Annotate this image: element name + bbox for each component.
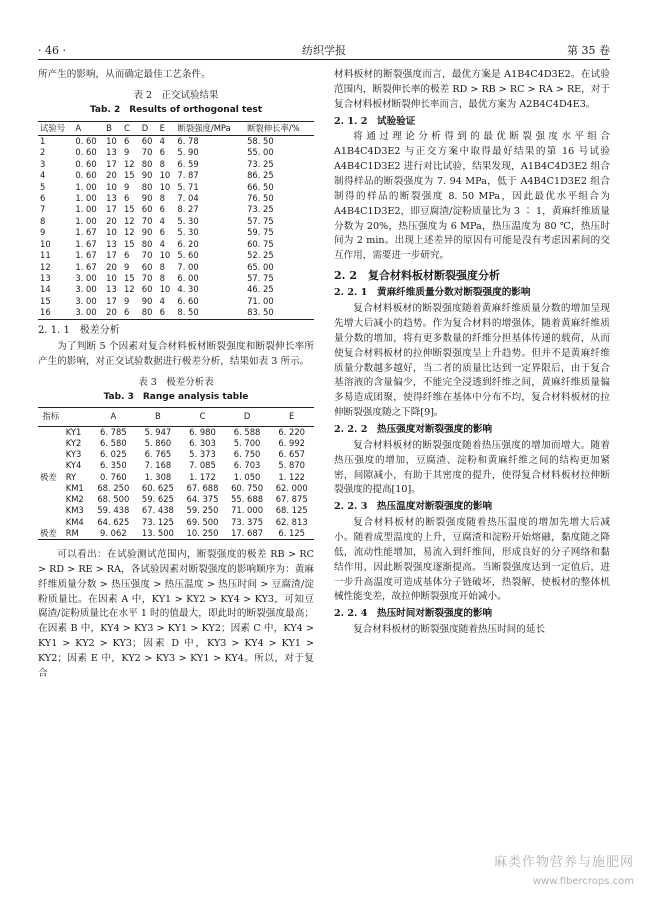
table-cell: 10 <box>159 250 171 261</box>
table-cell: 10 <box>159 284 171 295</box>
table-row <box>38 227 314 238</box>
table-row <box>38 472 314 483</box>
section-2-2-4-text: 复合材料板材的断裂强度随着热压时间的延长 <box>353 624 546 636</box>
table-cell: 90 <box>141 295 153 306</box>
table-cell: 10 <box>159 170 171 181</box>
table-cell: 46. 25 <box>247 284 274 295</box>
table-cell: 7 <box>40 204 46 215</box>
table-cell: 9. 062 <box>100 527 127 538</box>
table-cell: 13 <box>106 192 117 203</box>
table-cell: 57. 75 <box>247 272 274 283</box>
table-cell: 8. 27 <box>177 204 199 215</box>
table-cell: 12 <box>123 227 135 238</box>
table-row <box>38 528 314 540</box>
table-cell: 1. 172 <box>189 471 216 482</box>
watermark-url: www.fibercrops.com <box>532 875 634 887</box>
table-cell: 13 <box>106 147 117 158</box>
column-header: B <box>104 121 122 135</box>
table-cell: 58. 50 <box>247 135 274 146</box>
table-cell: 14 <box>40 284 51 295</box>
table-cell: 6. 125 <box>278 527 305 538</box>
table-cell: 极差 <box>40 471 57 482</box>
table-cell: 8. 50 <box>177 307 199 318</box>
table-cell: 6 <box>40 192 46 203</box>
table-cell <box>38 494 64 505</box>
table-cell: 60. 625 <box>141 482 174 493</box>
column-header: A <box>91 408 136 426</box>
table-cell: 6 <box>159 227 165 238</box>
table-cell: 7. 87 <box>177 170 199 181</box>
table-cell: 10. 250 <box>186 527 219 538</box>
table-cell: 70 <box>141 147 153 158</box>
table-cell: 12 <box>123 215 135 226</box>
table-cell: 2 <box>40 147 46 158</box>
table-cell: 1. 00 <box>75 181 97 192</box>
table-cell: 4. 30 <box>177 284 199 295</box>
column-header: E <box>158 121 176 135</box>
table-cell <box>38 438 64 449</box>
table-cell: 10 <box>40 238 51 249</box>
table-cell: 3. 00 <box>75 284 97 295</box>
table-cell: 73. 125 <box>141 516 174 527</box>
table-cell: 62. 000 <box>275 482 308 493</box>
table-cell: 8 <box>159 261 165 272</box>
orthogonal-test-table <box>38 121 314 320</box>
table-cell: 71. 000 <box>231 505 264 516</box>
table-row <box>38 296 314 307</box>
table-cell: 3 <box>40 158 46 169</box>
intro-text: 所产生的影响，从而确定最佳工艺条件。 <box>38 69 211 80</box>
page-number: · 46 · <box>38 44 66 57</box>
column-header: A <box>73 121 104 135</box>
table-cell: 6. 60 <box>177 295 199 306</box>
table-cell: 6 <box>123 307 130 318</box>
table-cell: 6 <box>123 250 130 261</box>
table-cell: 10 <box>106 135 117 146</box>
table-cell <box>38 449 64 460</box>
section-2-2-2-title: 2. 2. 2 热压强度对断裂强度的影响 <box>334 423 493 435</box>
table-cell: KY2 <box>65 437 82 448</box>
table-cell: 59. 75 <box>247 227 274 238</box>
table-cell: 67. 438 <box>141 505 174 516</box>
table-cell: 7. 085 <box>189 460 216 471</box>
table-cell: 20 <box>106 261 117 272</box>
table-cell: KM3 <box>65 505 84 516</box>
table-cell: 8 <box>159 158 165 169</box>
table-cell: 9 <box>40 227 46 238</box>
table-cell: KY3 <box>65 449 82 459</box>
table-cell: 76. 50 <box>247 192 274 203</box>
table-cell: 8 <box>40 215 46 226</box>
table-cell: 11 <box>40 250 51 261</box>
section-2-2-3-title: 2. 2. 3 热压温度对断裂强度的影响 <box>334 501 493 513</box>
table-cell: 13. 500 <box>141 527 174 538</box>
table-cell: 90 <box>141 192 153 203</box>
section-2-2-title: 2. 2 复合材料板材断裂强度分析 <box>334 269 500 283</box>
table-cell: 65. 00 <box>247 261 274 272</box>
table-cell: 1. 67 <box>75 250 97 261</box>
table-cell: KY1 <box>65 426 82 437</box>
table-cell: 0. 60 <box>75 135 97 146</box>
table-cell: KM1 <box>65 482 84 493</box>
table-cell: KM2 <box>65 494 84 504</box>
watermark-name: 麻类作物营养与施肥网 <box>493 855 634 871</box>
table-cell: 10 <box>106 181 117 192</box>
table-cell: 6 <box>123 135 130 146</box>
table-row <box>38 449 314 460</box>
table-cell: 60 <box>141 135 153 146</box>
table-cell: 15 <box>40 295 51 306</box>
table-cell: 17 <box>106 295 117 306</box>
table-cell: 86. 25 <box>247 170 274 181</box>
column-header: 试验号 <box>38 121 73 135</box>
table-cell: 6. 59 <box>177 158 199 169</box>
table-cell: 1. 00 <box>75 204 97 215</box>
table-cell: 68. 250 <box>97 482 130 493</box>
table-cell: 70 <box>141 215 153 226</box>
table-cell: 6. 220 <box>278 426 305 437</box>
table-cell: 6 <box>159 147 165 158</box>
column-header: 断裂强度/MPa <box>175 121 245 135</box>
section-2-2-1-text: 复合材料板材的断裂强度随着黄麻纤维质量分数的增加呈现先增大后减小的趋势。作为复合材料的增强体，随着黄麻纤维质量分数的增加，将有更多数量的纤维分担基体传递的载荷，从而使复合材料板材的拉伸断裂强度呈上升趋势。但并不是黄麻纤维质量分数越多越好，当二者的质量比达到一定界限后，由于复合基溶液的含量偏少，不能完全浸透到纤维之间，黄麻纤维质量偏多易造成团聚，使得纤维在基体中分布不均，复合材料板材的拉伸断裂强度随之下降[9]。 <box>334 303 610 419</box>
table-cell: 67. 688 <box>186 482 219 493</box>
table-cell: 9 <box>123 261 130 272</box>
right-column <box>334 68 610 640</box>
table-cell: 59. 438 <box>97 505 130 516</box>
section-2-2-4-title: 2. 2. 4 热压时间对断裂强度的影响 <box>334 608 493 620</box>
table-cell <box>38 483 64 494</box>
table-cell: 3. 00 <box>75 307 97 318</box>
table-cell: 73. 25 <box>247 204 274 215</box>
table-cell: 1. 050 <box>233 471 261 482</box>
table-cell: 55. 00 <box>247 147 274 158</box>
volume-label: 第 35 卷 <box>567 44 610 57</box>
table-cell: 6. 00 <box>177 272 199 283</box>
table-cell: 59. 625 <box>141 494 174 504</box>
table-cell: 68. 500 <box>97 494 130 504</box>
table-cell: 60 <box>141 204 153 215</box>
table-cell: 6. 657 <box>278 449 305 459</box>
table-cell: 5. 30 <box>177 227 199 238</box>
table-cell: 8 <box>159 192 165 203</box>
table-cell: 64. 625 <box>97 516 130 527</box>
table-cell: 0. 60 <box>75 170 97 181</box>
table-cell: 64. 375 <box>186 494 219 504</box>
table-cell: 68. 125 <box>275 505 308 516</box>
table-cell: 62. 813 <box>275 516 308 527</box>
table-cell: 66. 50 <box>247 181 274 192</box>
table-cell: 6. 703 <box>233 460 261 471</box>
table-cell: 71. 00 <box>247 295 274 306</box>
table-cell: 13 <box>106 238 117 249</box>
table-cell: 6. 980 <box>189 426 216 437</box>
table-cell: 20 <box>106 215 117 226</box>
table-row <box>38 494 314 505</box>
table-row <box>38 307 314 319</box>
table-cell: 6. 20 <box>177 238 199 249</box>
table-cell: 73. 25 <box>247 158 274 169</box>
table-row <box>38 159 314 170</box>
table-cell: 20 <box>106 170 117 181</box>
table-cell: 1. 308 <box>144 471 172 482</box>
column-header: D <box>225 408 270 426</box>
table-row <box>38 182 314 193</box>
column-header: E <box>269 408 314 426</box>
table-cell: 0. 60 <box>75 147 97 158</box>
table-cell: 90 <box>141 227 153 238</box>
table-cell: 5. 700 <box>233 437 261 448</box>
table-cell: KM4 <box>65 516 84 527</box>
table-cell: 10 <box>106 227 117 238</box>
table-cell: 60 <box>141 284 153 295</box>
table-cell: KY4 <box>65 460 82 471</box>
table-cell: 13 <box>40 272 51 283</box>
table-cell: 20 <box>106 307 117 318</box>
table-cell <box>38 426 64 438</box>
table-cell: 12 <box>40 261 51 272</box>
table-row <box>38 483 314 494</box>
table-row <box>38 204 314 215</box>
table-cell: 17 <box>106 204 117 215</box>
table-cell: 1. 67 <box>75 238 97 249</box>
column-header: D <box>140 121 158 135</box>
table-cell: 15 <box>123 272 135 283</box>
table-cell: 6 <box>159 307 165 318</box>
table-cell: 10 <box>159 181 171 192</box>
table-cell: 5. 90 <box>177 147 199 158</box>
table-cell: 6 <box>123 192 130 203</box>
table-cell: 4 <box>159 238 165 249</box>
table-cell: 3. 00 <box>75 272 97 283</box>
analysis-text: 可以看出：在试验测试范围内，断裂强度的极差 RB > RC > RD > RE > RA，各试验因素对断裂强度的影响顺序为：黄麻纤维质量分数 > 热压强度 > 热压温度 > 热压时间 > 豆腐渣/淀粉质量比。在因素 A 中，KY1 > KY2 > KY4 > KY3，可知豆腐渣/淀粉质量比在水平 1 时的值最大，即此时的断裂强度最高；在因素 B 中，KY4 > KY3 > KY1 > KY2；因素 C 中，KY4 > KY1 > KY2 > KY3；因素 D 中，KY3 > KY4 > KY1 > KY2；因素 E 中，KY2 > KY3 > KY1 > KY4。所以，对于复合 <box>38 549 314 679</box>
table-cell: 6. 588 <box>233 426 261 437</box>
table-cell: 70 <box>141 272 153 283</box>
table-row <box>38 438 314 449</box>
table-cell: 13 <box>106 284 117 295</box>
table-cell: 60. 750 <box>231 482 264 493</box>
table2-caption: 表 2 正交试验结果 <box>133 89 219 101</box>
table-cell: 0. 60 <box>75 158 97 169</box>
table-cell: 6. 580 <box>100 437 127 448</box>
table-cell: 4 <box>159 135 165 146</box>
table3-caption-en: Tab. 3 Range analysis table <box>103 391 249 402</box>
table-cell: 69. 500 <box>186 516 219 527</box>
section-2-1-2-title: 2. 1. 2 试验验证 <box>334 115 416 127</box>
table-cell: 73. 375 <box>231 516 264 527</box>
table-row <box>38 262 314 273</box>
table-cell: 80 <box>141 307 153 318</box>
table-row <box>38 426 314 438</box>
table-cell: 15 <box>123 170 135 181</box>
continued-text: 材料板材的断裂强度而言，最优方案是 A1B4C4D3E2。在试验范围内，断裂伸长率的极差 RD > RB > RC > RA > RE，对于复合材料板材断裂伸长率而言，最优方案为 A2B4C4D4E3。 <box>334 69 610 110</box>
table3-caption: 表 3 极差分析表 <box>138 376 214 388</box>
table-cell: RY <box>65 471 77 482</box>
table-cell: 10 <box>106 272 117 283</box>
table-row <box>38 284 314 295</box>
table-row <box>38 460 314 471</box>
table-cell: 12 <box>123 284 135 295</box>
table-cell: 5. 373 <box>189 449 216 459</box>
table-row <box>38 273 314 284</box>
table-cell: 17. 687 <box>231 527 264 538</box>
table-cell: 57. 75 <box>247 215 274 226</box>
table-row <box>38 239 314 250</box>
table-cell: 9 <box>123 147 130 158</box>
table-cell: 80 <box>141 158 153 169</box>
table-cell: 5. 60 <box>177 250 199 261</box>
table-cell: 6. 785 <box>100 426 127 437</box>
section-2-1-1-text: 为了判断 5 个因素对复合材料板材断裂强度和断裂伸长率所产生的影响，对正交试验数据进行极差分析，结果如表 3 所示。 <box>38 341 314 367</box>
table-cell: 5 <box>40 181 46 192</box>
table-cell: 1. 122 <box>278 471 305 482</box>
table-cell: 17 <box>106 250 117 261</box>
column-header: C <box>180 408 225 426</box>
table-cell: 6. 78 <box>177 135 199 146</box>
table-cell: 8 <box>159 272 165 283</box>
table-cell: 1. 67 <box>75 227 97 238</box>
table-cell: 67. 875 <box>275 494 308 504</box>
table-cell: 9 <box>123 181 130 192</box>
table-cell: 70 <box>141 250 153 261</box>
table-cell: 1 <box>40 135 46 146</box>
table-cell: 5. 870 <box>278 460 305 471</box>
table-cell: 1. 00 <box>75 215 97 226</box>
table-cell: 6. 750 <box>233 449 261 459</box>
table-cell: 1. 67 <box>75 261 97 272</box>
table-cell: 5. 30 <box>177 215 199 226</box>
table-cell: 6. 350 <box>100 460 127 471</box>
table-row <box>38 147 314 158</box>
section-2-2-3-text: 复合材料板材的断裂强度随着热压温度的增加先增大后减小。随着成型温度的上升，豆腐渣和淀粉开始熔融，黏度随之降低，流动性能增加，易流入到纤维间，形成良好的分子网络和黏结作用，因此断裂强度逐渐提高。当断裂强度达到一定值后，进一步升高温度可造成基体分子链破坏，热裂解，使板材的整体机械性能变差，故拉伸断裂强度开始减小。 <box>334 517 610 603</box>
table-cell: 9 <box>123 295 130 306</box>
table-cell <box>38 517 64 528</box>
table-cell: 4 <box>40 170 46 181</box>
table2-caption-en: Tab. 2 Results of orthogonal test <box>89 104 263 115</box>
table-cell: 6 <box>159 204 165 215</box>
table-cell <box>38 460 64 471</box>
table-cell: 52. 25 <box>247 250 274 261</box>
table-row <box>38 250 314 261</box>
table-cell: 极差 <box>40 527 57 538</box>
table-cell: 6. 765 <box>144 449 172 459</box>
table-cell: 59. 250 <box>186 505 219 516</box>
table-cell: 1. 00 <box>75 192 97 203</box>
column-header: 断裂伸长率/% <box>245 121 314 135</box>
table-row <box>38 170 314 181</box>
table-cell: 5. 947 <box>144 426 172 437</box>
table-cell: 60. 75 <box>247 238 274 249</box>
table-row <box>38 135 314 147</box>
table-cell: 15 <box>123 204 135 215</box>
table-cell: 7. 00 <box>177 261 199 272</box>
section-2-1-1-title: 2. 1. 1 极差分析 <box>38 324 120 336</box>
table-cell: 83. 50 <box>247 307 274 318</box>
column-header: B <box>136 408 181 426</box>
page-header <box>38 40 610 60</box>
table-cell: 6. 025 <box>100 449 127 459</box>
column-header <box>64 408 91 426</box>
column-header: 指标 <box>38 408 64 426</box>
section-2-1-2-text: 将通过理论分析得到的最优断裂强度水平组合 A1B4C4D3E2 与正交方案中取得最好结果的第 16 号试验 A4B4C1D3E2 进行对比试验，结果发现，A1B4C4D3E2 组合制得样品的断裂强度为 7. 94 MPa，低于 A4B4C1D3E2 组合制得的样品的断裂强度 8. 50 MPa，因此最优水平组合为 A4B4C1D3E2，即豆腐渣/淀粉质量比为 3 ∶ 1，黄麻纤维质量分数为 20%，热压强度为 6 MPa，热压温度为 80 ℃，热压时间为 2 min。出现上述差异的原因有可能是没有考虑因素间的交互作用，需要进一步研究。 <box>334 131 610 262</box>
range-analysis-table <box>38 407 314 540</box>
table-cell: 60 <box>141 261 153 272</box>
table-cell: 90 <box>141 170 153 181</box>
table-cell: 16 <box>40 307 51 318</box>
left-column <box>38 68 314 684</box>
section-2-2-1-title: 2. 2. 1 黄麻纤维质量分数对断裂强度的影响 <box>334 287 531 299</box>
table-cell: 6. 992 <box>278 437 305 448</box>
table-cell: 3. 00 <box>75 295 97 306</box>
table-cell: 55. 688 <box>231 494 264 504</box>
table-cell: 12 <box>123 158 135 169</box>
table-cell: 5. 860 <box>144 437 172 448</box>
table-cell: 4 <box>159 215 165 226</box>
table-cell <box>38 505 64 516</box>
table-row <box>38 193 314 204</box>
table-cell: 80 <box>141 238 153 249</box>
table-row <box>38 505 314 516</box>
column-header: C <box>122 121 140 135</box>
table-row <box>38 216 314 227</box>
table-cell: 5. 71 <box>177 181 199 192</box>
table-cell: 15 <box>123 238 135 249</box>
journal-title: 纺织学报 <box>302 44 346 57</box>
table-cell: 0. 760 <box>100 471 127 482</box>
table-cell: RM <box>65 527 79 538</box>
table-cell: 7. 168 <box>144 460 172 471</box>
table-cell: 6. 303 <box>189 437 216 448</box>
table-cell: 4 <box>159 295 165 306</box>
site-watermark <box>494 853 634 889</box>
table-cell: 17 <box>106 158 117 169</box>
section-2-2-2-text: 复合材料板材的断裂强度随着热压强度的增加而增大。随着热压强度的增加，豆腐渣、淀粉和黄麻纤维之间的结构更加紧密，间隙减小，有助于其密度的提升，使得复合材料板材拉伸断裂强度的提高[10]。 <box>334 439 610 496</box>
table-cell: 7. 04 <box>177 192 199 203</box>
table-row <box>38 517 314 528</box>
table-cell: 80 <box>141 181 153 192</box>
